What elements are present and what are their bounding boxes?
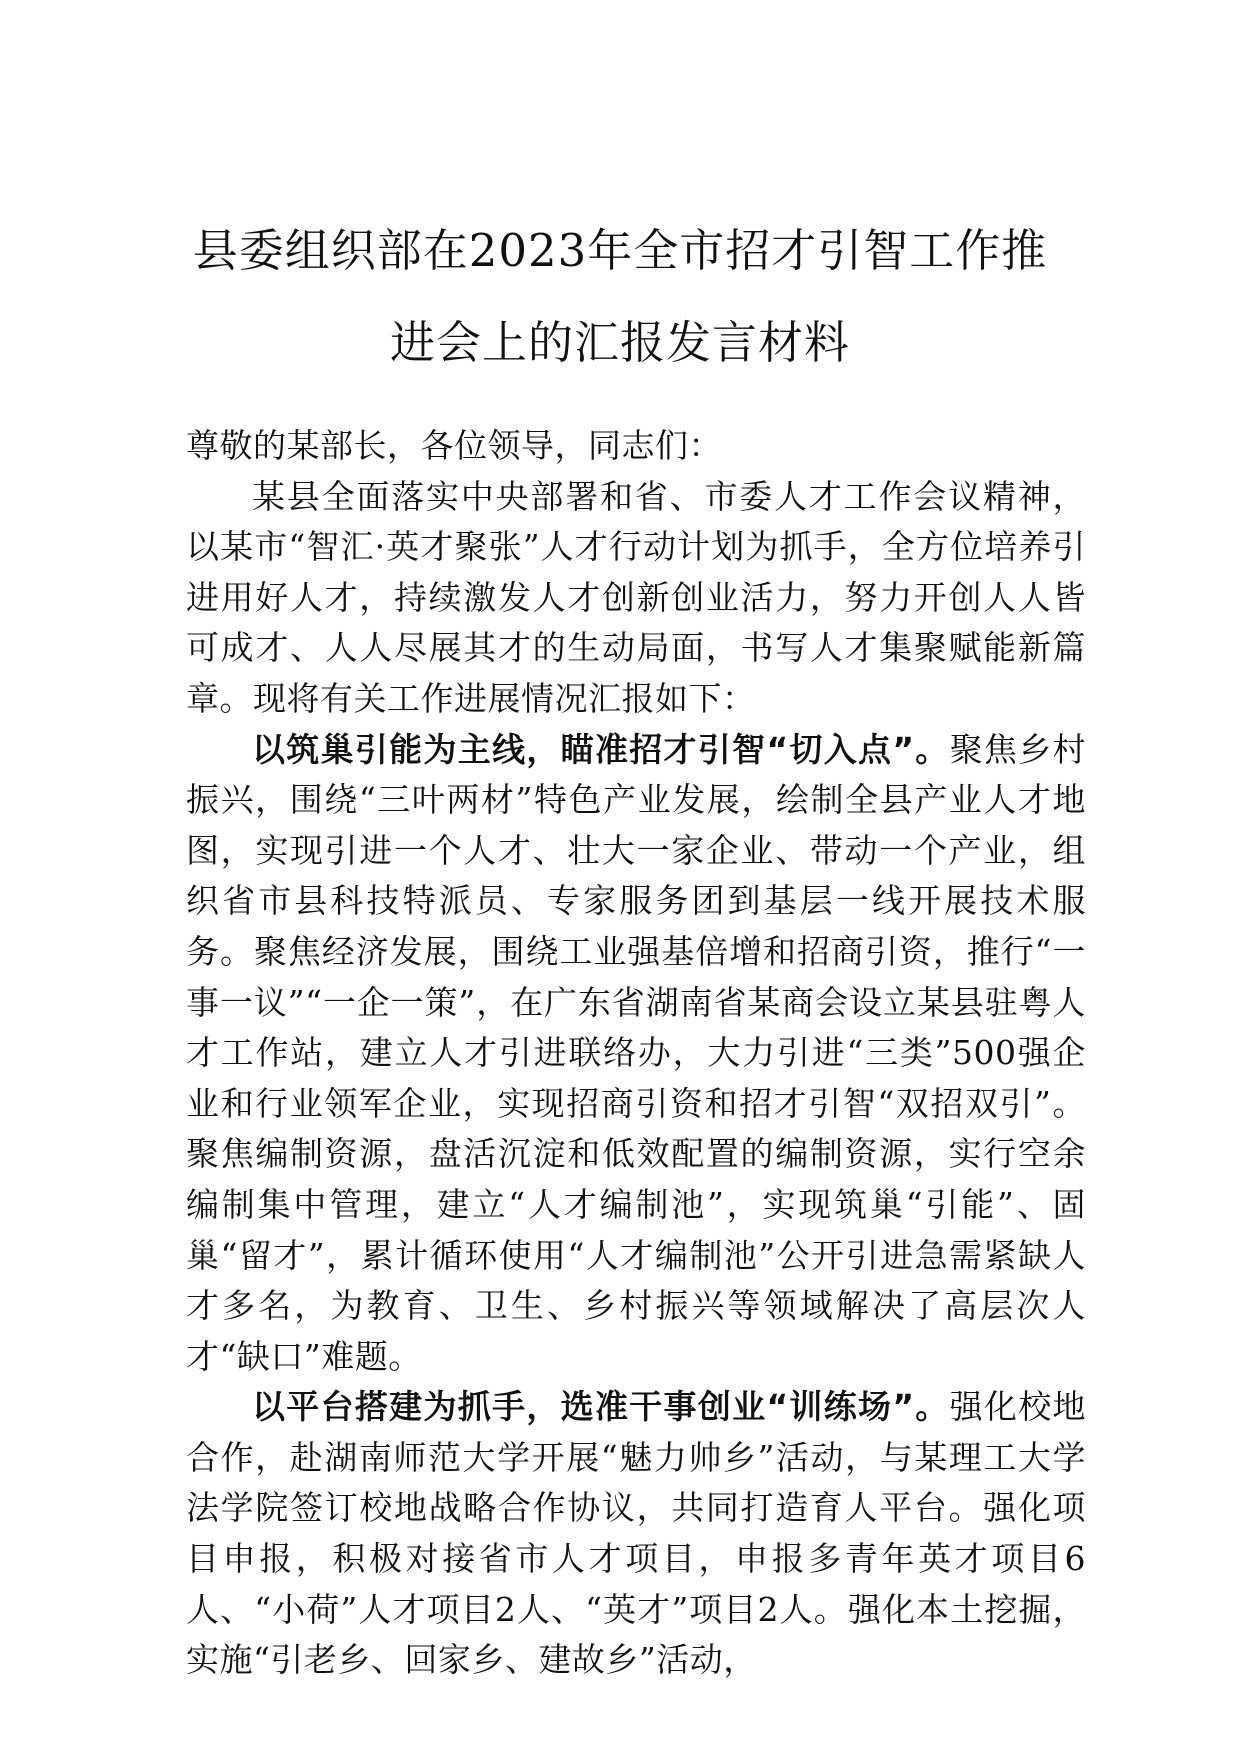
document-body [186, 421, 1086, 1686]
title-line-1: 县委组织部在2023年全市招才引智工作推 [192, 224, 1048, 277]
salutation: 尊敬的某部长，各位领导，同志们： [186, 426, 722, 465]
paragraph-intro [186, 472, 1086, 725]
title-line-2: 进会上的汇报发言材料 [389, 316, 850, 369]
section-2-heading: 以平台搭建为抓手，选准干事创业“训练场”。 [252, 1387, 950, 1427]
paragraph-intro-text: 某县全面落实中央部署和省、市委人才工作会议精神，以某市“智汇·英才聚张”人才行动计划为抓手，全方位培养引进用好人才，持续激发人才创新创业活力，努力开创人人皆可成才、人人尽展其才的生动局面，书写人才集聚赋能新篇章。现将有关工作进展情况汇报如下： [186, 476, 1086, 718]
paragraph-section-1 [186, 725, 1086, 1383]
section-1-text: 聚焦乡村振兴，围绕“三叶两材”特色产业发展，绘制全县产业人才地图，实现引进一个人才、壮大一家企业、带动一个产业，组织省市县科技特派员、专家服务团到基层一线开展技术服务。聚焦经济发展，围绕工业强基倍增和招商引资，推行“一事一议”“一企一策”，在广东省湖南省某商会设立某县驻粤人才工作站，建立人才引进联络办，大力引进“三类”500强企业和行业领军企业，实现招商引资和招才引智“双招双引”。聚焦编制资源，盘活沉淀和低效配置的编制资源，实行空余编制集中管理，建立“人才编制池”，实现筑巢“引能”、固巢“留才”，累计循环使用“人才编制池”公开引进急需紧缺人才多名，为教育、卫生、乡村振兴等领域解决了高层次人才“缺口”难题。 [186, 729, 1086, 1376]
document-title [150, 205, 1090, 389]
section-1-heading: 以筑巢引能为主线，瞄准招才引智“切入点”。 [252, 729, 950, 769]
paragraph-section-2 [186, 1382, 1086, 1686]
section-2-text: 强化校地合作，赴湖南师范大学开展“魅力帅乡”活动，与某理工大学法学院签订校地战略合作协议，共同打造育人平台。强化项目申报，积极对接省市人才项目，申报多青年英才项目6人、“小荷”人才项目2人、“英才”项目2人。强化本土挖掘，实施“引老乡、回家乡、建故乡”活动， [186, 1387, 1086, 1680]
